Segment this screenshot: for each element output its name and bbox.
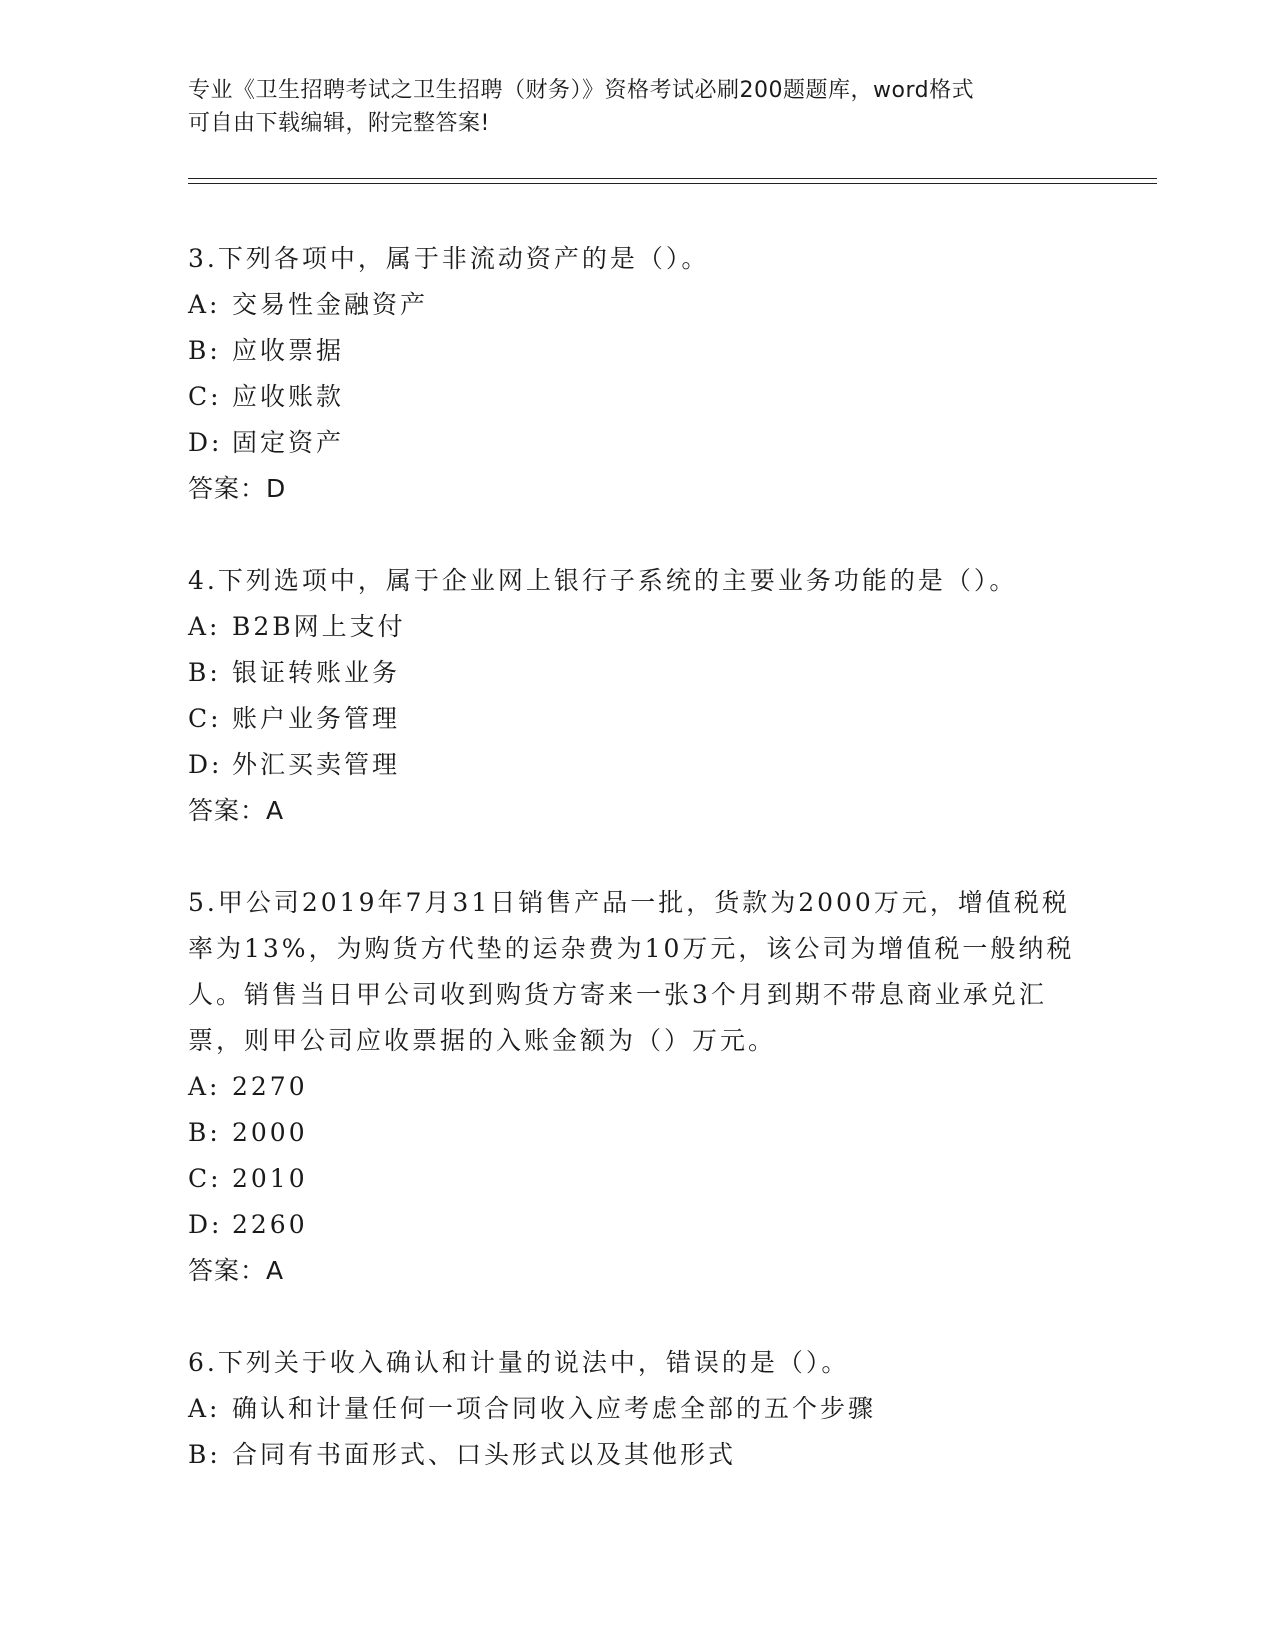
header-line-1: 专业《卫生招聘考试之卫生招聘（财务）》资格考试必刷200题题库，word格式: [188, 78, 975, 103]
option-text: 2010: [232, 1164, 308, 1193]
option-text: 账户业务管理: [232, 704, 401, 733]
question-5: [188, 880, 1088, 1294]
option-letter: A:: [188, 290, 221, 319]
option-b: [188, 1110, 1088, 1156]
option-letter: A:: [188, 1394, 221, 1423]
option-b: [188, 328, 1088, 374]
option-text: 固定资产: [232, 428, 345, 457]
option-a: [188, 1386, 1088, 1432]
answer-line: 答案：D: [188, 474, 287, 503]
option-c: [188, 374, 1088, 420]
option-letter: B:: [188, 1440, 221, 1469]
option-text: 应收票据: [232, 336, 345, 365]
option-text: 合同有书面形式、口头形式以及其他形式: [232, 1440, 737, 1469]
option-letter: B:: [188, 336, 221, 365]
document-header: [188, 74, 1088, 140]
option-text: 确认和计量任何一项合同收入应考虑全部的五个步骤: [232, 1394, 877, 1423]
option-a: [188, 1064, 1088, 1110]
option-b: [188, 650, 1088, 696]
option-letter: D:: [188, 428, 223, 457]
option-text: 交易性金融资产: [232, 290, 429, 319]
question-3: [188, 236, 1088, 512]
option-letter: C:: [188, 382, 222, 411]
option-d: [188, 420, 1088, 466]
option-letter: C:: [188, 704, 222, 733]
header-divider-top: [188, 178, 1157, 179]
option-text: 应收账款: [232, 382, 345, 411]
option-text: 外汇买卖管理: [232, 750, 401, 779]
option-text: 2270: [232, 1072, 308, 1101]
option-b: [188, 1432, 1088, 1478]
question-stem: 6.下列关于收入确认和计量的说法中，错误的是（）。: [188, 1348, 850, 1377]
answer-line: 答案：A: [188, 796, 285, 825]
option-letter: B:: [188, 658, 221, 687]
option-d: [188, 1202, 1088, 1248]
question-stem: 5.甲公司2019年7月31日销售产品一批，货款为2000万元，增值税税率为13%，为购货方代垫的运杂费为10万元，该公司为增值税一般纳税人。销售当日甲公司收到购货方寄来一张3个月到期不带息商业承兑汇票，则甲公司应收票据的入账金额为（）万元。: [188, 888, 1075, 1055]
option-c: [188, 696, 1088, 742]
header-line-2: 可自由下载编辑，附完整答案!: [188, 111, 490, 136]
answer-line: 答案：A: [188, 1256, 285, 1285]
option-letter: C:: [188, 1164, 222, 1193]
option-text: 2260: [232, 1210, 308, 1239]
option-letter: D:: [188, 750, 223, 779]
option-a: [188, 604, 1088, 650]
option-text: 银证转账业务: [232, 658, 401, 687]
option-c: [188, 1156, 1088, 1202]
header-divider-bottom: [188, 183, 1157, 184]
question-6: [188, 1340, 1088, 1478]
option-d: [188, 742, 1088, 788]
option-letter: D:: [188, 1210, 223, 1239]
option-text: 2000: [232, 1118, 308, 1147]
option-a: [188, 282, 1088, 328]
option-text: B2B网上支付: [232, 612, 406, 641]
option-letter: A:: [188, 612, 221, 641]
question-stem: 4.下列选项中，属于企业网上银行子系统的主要业务功能的是（）。: [188, 566, 1018, 595]
question-4: [188, 558, 1088, 834]
option-letter: A:: [188, 1072, 221, 1101]
option-letter: B:: [188, 1118, 221, 1147]
question-list: [188, 236, 1088, 1524]
question-stem: 3.下列各项中，属于非流动资产的是（）。: [188, 244, 710, 273]
